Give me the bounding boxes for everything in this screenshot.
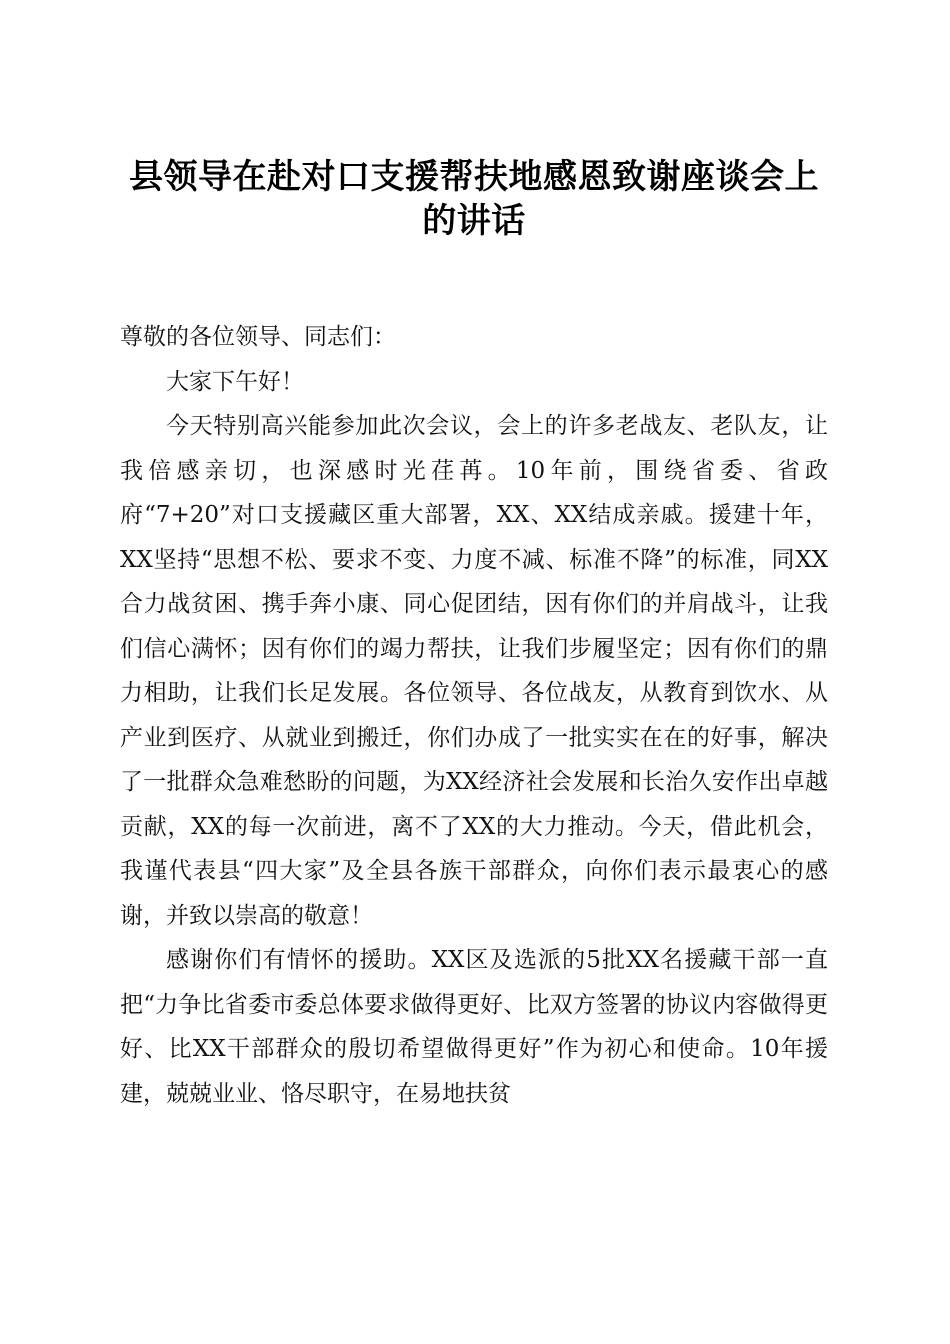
title-line-2: 的讲话 — [422, 201, 526, 241]
document-page — [120, 155, 828, 1116]
paragraph-1: 今天特别高兴能参加此次会议，会上的许多老战友、老队友，让我倍感亲切，也深感时光荏苒。10年前，围绕省委、省政府“7+20”对口支援藏区重大部署，XX、XX结成亲戚。援建十年，XX坚持“思想不松、要求不变、力度不减、标准不降”的标准，同XX合力战贫困、携手奔小康、同心促团结，因有你们的并肩战斗，让我们信心满怀；因有你们的竭力帮扶，让我们步履坚定；因有你们的鼎力相助，让我们长足发展。各位领导、各位战友，从教育到饮水、从产业到医疗、从就业到搬迁，你们办成了一批实实在在的好事，解决了一批群众急难愁盼的问题，为XX经济社会发展和长治久安作出卓越贡献，XX的每一次前进，离不了XX的大力推动。今天，借此机会，我谨代表县“四大家”及全县各族干部群众，向你们表示最衷心的感谢，并致以崇高的敬意！ — [120, 413, 828, 929]
greeting: 大家下午好！ — [166, 368, 304, 395]
document-title — [120, 155, 828, 243]
document-body — [120, 315, 828, 1116]
paragraph-2: 感谢你们有情怀的援助。XX区及选派的5批XX名援藏干部一直把“力争比省委市委总体要求做得更好、比双方签署的协议内容做得更好、比XX干部群众的殷切希望做得更好”作为初心和使命。10年援建，兢兢业业、恪尽职守，在易地扶贫 — [120, 947, 828, 1107]
salutation: 尊敬的各位领导、同志们： — [120, 324, 396, 350]
title-line-1: 县领导在赴对口支援帮扶地感恩致谢座谈会上 — [129, 157, 819, 197]
